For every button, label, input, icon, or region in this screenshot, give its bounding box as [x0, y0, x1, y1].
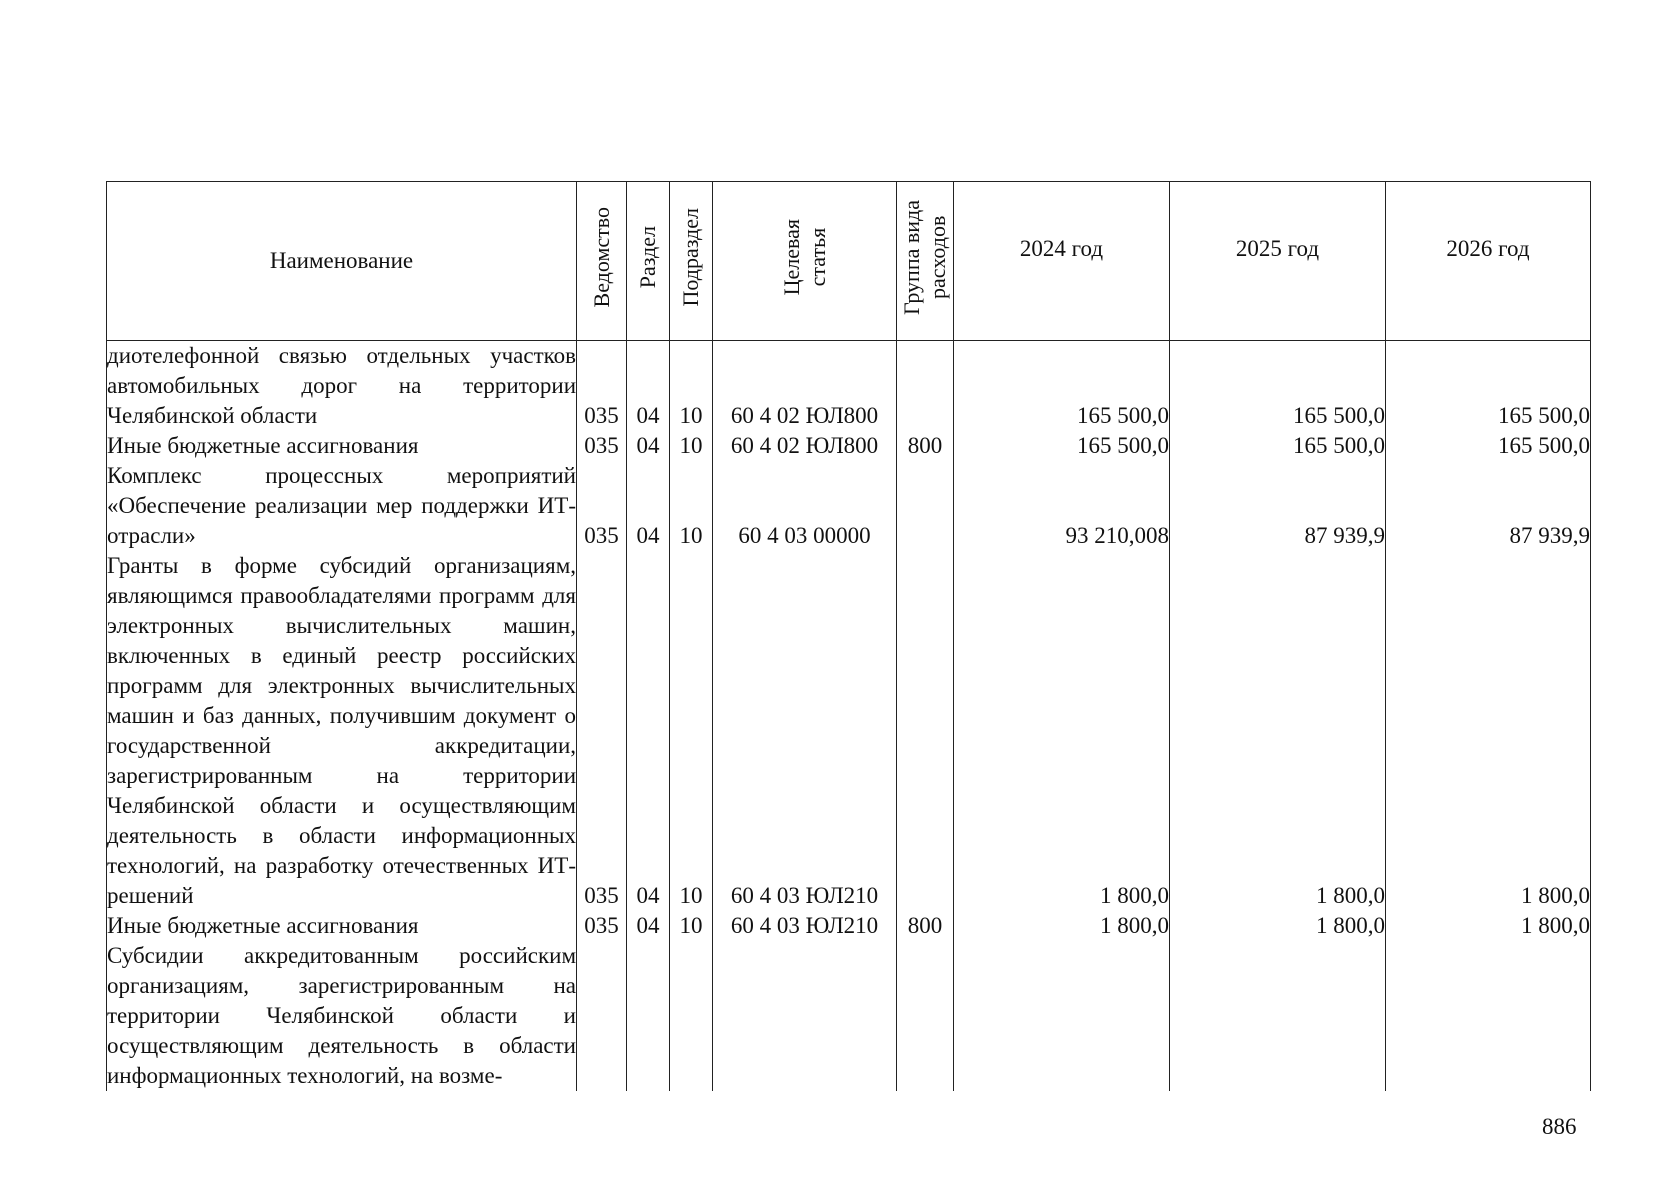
header-razdel: Раздел	[627, 182, 670, 341]
row-gruppa	[897, 341, 954, 432]
table-row	[107, 941, 1591, 1091]
table-row	[107, 431, 1591, 461]
table-header-row	[107, 182, 1591, 341]
header-2026: 2026 год	[1386, 182, 1591, 341]
row-celevaya: 60 4 02 ЮЛ800	[713, 341, 897, 432]
row-podrazdel: 10	[670, 461, 713, 551]
row-2024: 1 800,0	[954, 911, 1170, 941]
row-2024	[954, 941, 1170, 1091]
row-celevaya: 60 4 03 ЮЛ210	[713, 911, 897, 941]
row-2024: 1 800,0	[954, 551, 1170, 911]
header-gruppa: Группа вида расходов	[897, 182, 954, 341]
row-2025: 1 800,0	[1170, 911, 1386, 941]
header-podrazdel: Подраздел	[670, 182, 713, 341]
row-2026: 1 800,0	[1386, 911, 1591, 941]
table-row	[107, 341, 1591, 432]
row-gruppa: 800	[897, 911, 954, 941]
row-2026	[1386, 941, 1591, 1091]
row-2025: 87 939,9	[1170, 461, 1386, 551]
row-2026: 165 500,0	[1386, 341, 1591, 432]
header-vedomstvo: Ведомство	[577, 182, 627, 341]
row-2024: 165 500,0	[954, 341, 1170, 432]
row-vedomstvo: 035	[577, 911, 627, 941]
budget-table	[106, 181, 1591, 1091]
row-2025: 1 800,0	[1170, 551, 1386, 911]
row-vedomstvo	[577, 941, 627, 1091]
header-celevaya: Целевая статья	[713, 182, 897, 341]
row-podrazdel: 10	[670, 431, 713, 461]
row-vedomstvo: 035	[577, 431, 627, 461]
table-row	[107, 911, 1591, 941]
row-2026: 1 800,0	[1386, 551, 1591, 911]
row-vedomstvo: 035	[577, 341, 627, 432]
header-2025: 2025 год	[1170, 182, 1386, 341]
header-2024: 2024 год	[954, 182, 1170, 341]
header-name: Наименование	[107, 182, 577, 341]
row-celevaya: 60 4 02 ЮЛ800	[713, 431, 897, 461]
row-vedomstvo: 035	[577, 551, 627, 911]
row-celevaya: 60 4 03 00000	[713, 461, 897, 551]
page-number: 886	[1542, 1114, 1577, 1139]
row-gruppa	[897, 941, 954, 1091]
row-name: Иные бюджетные ассигнования	[107, 431, 577, 461]
row-name: диотелефонной связью отдельных участков автомобильных дорог на территории Челябинской области	[107, 341, 577, 432]
row-name: Субсидии аккредитованным российским организациям, зарегистрированным на территории Челябинской области и осуществляющим деятельность в области информационных технологий, на возме-	[107, 941, 577, 1091]
row-celevaya: 60 4 03 ЮЛ210	[713, 551, 897, 911]
row-razdel: 04	[627, 461, 670, 551]
row-celevaya	[713, 941, 897, 1091]
row-razdel: 04	[627, 911, 670, 941]
row-name: Иные бюджетные ассигнования	[107, 911, 577, 941]
row-vedomstvo: 035	[577, 461, 627, 551]
row-name: Гранты в форме субсидий организациям, являющимся правообладателями программ для электронных вычислительных машин, включенных в единый реестр российских программ для электронных вычислительных машин и баз данных, получившим документ о государственной аккредитации, зарегистрированным на территории Челябинской области и осуществляющим деятельность в области информационных технологий, на разработку отечественных ИТ-решений	[107, 551, 577, 911]
row-2024: 93 210,008	[954, 461, 1170, 551]
row-razdel: 04	[627, 551, 670, 911]
table-row	[107, 551, 1591, 911]
row-razdel: 04	[627, 341, 670, 432]
row-2025	[1170, 941, 1386, 1091]
row-gruppa: 800	[897, 431, 954, 461]
row-2025: 165 500,0	[1170, 431, 1386, 461]
row-podrazdel: 10	[670, 551, 713, 911]
row-podrazdel: 10	[670, 911, 713, 941]
row-name: Комплекс процессных мероприятий «Обеспечение реализации мер поддержки ИТ-отрасли»	[107, 461, 577, 551]
row-gruppa	[897, 461, 954, 551]
row-podrazdel: 10	[670, 341, 713, 432]
row-podrazdel	[670, 941, 713, 1091]
row-2026: 87 939,9	[1386, 461, 1591, 551]
row-2025: 165 500,0	[1170, 341, 1386, 432]
row-razdel	[627, 941, 670, 1091]
row-razdel: 04	[627, 431, 670, 461]
row-2026: 165 500,0	[1386, 431, 1591, 461]
row-gruppa	[897, 551, 954, 911]
row-2024: 165 500,0	[954, 431, 1170, 461]
table-row	[107, 461, 1591, 551]
